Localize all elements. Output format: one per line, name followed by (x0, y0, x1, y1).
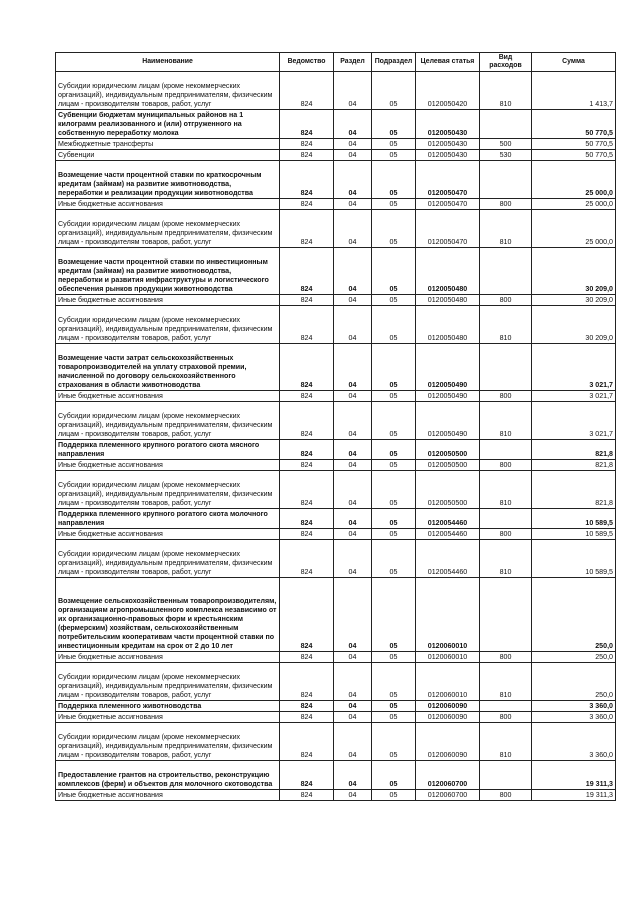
cell-podrazdel: 05 (372, 306, 416, 344)
cell-celevaya-statya: 0120050490 (416, 402, 480, 440)
cell-celevaya-statya: 0120050490 (416, 344, 480, 391)
cell-celevaya-statya: 0120054460 (416, 529, 480, 540)
cell-summa: 250,0 (532, 663, 616, 701)
cell-podrazdel: 05 (372, 471, 416, 509)
table-row (56, 723, 616, 761)
cell-summa: 50 770,5 (532, 150, 616, 161)
cell-razdel: 04 (334, 540, 372, 578)
cell-podrazdel: 05 (372, 440, 416, 460)
cell-summa: 821,8 (532, 471, 616, 509)
cell-summa: 19 311,3 (532, 790, 616, 801)
cell-vid-rashodov: 800 (480, 199, 532, 210)
cell-vid-rashodov: 800 (480, 790, 532, 801)
cell-podrazdel: 05 (372, 578, 416, 652)
cell-vid-rashodov: 810 (480, 471, 532, 509)
cell-summa: 3 021,7 (532, 402, 616, 440)
cell-summa: 1 413,7 (532, 72, 616, 110)
cell-razdel: 04 (334, 248, 372, 295)
cell-vedomstvo: 824 (280, 150, 334, 161)
cell-name: Субвенции (56, 150, 280, 161)
cell-razdel: 04 (334, 578, 372, 652)
cell-razdel: 04 (334, 471, 372, 509)
cell-vedomstvo: 824 (280, 344, 334, 391)
cell-vid-rashodov: 800 (480, 295, 532, 306)
cell-summa: 3 021,7 (532, 344, 616, 391)
cell-summa: 3 021,7 (532, 391, 616, 402)
cell-vedomstvo: 824 (280, 723, 334, 761)
cell-razdel: 04 (334, 723, 372, 761)
cell-razdel: 04 (334, 199, 372, 210)
cell-summa: 10 589,5 (532, 509, 616, 529)
cell-vid-rashodov: 800 (480, 712, 532, 723)
cell-vid-rashodov: 800 (480, 652, 532, 663)
cell-podrazdel: 05 (372, 509, 416, 529)
cell-celevaya-statya: 0120050470 (416, 210, 480, 248)
table-row (56, 712, 616, 723)
table-row (56, 72, 616, 110)
cell-name: Иные бюджетные ассигнования (56, 529, 280, 540)
table-row (56, 139, 616, 150)
cell-name: Субсидии юридическим лицам (кроме некоммерческих организаций), индивидуальным предпринимателям, физическим лицам - производителям товаров, работ, услуг (56, 306, 280, 344)
cell-summa: 25 000,0 (532, 199, 616, 210)
cell-celevaya-statya: 0120050480 (416, 306, 480, 344)
cell-vedomstvo: 824 (280, 210, 334, 248)
cell-podrazdel: 05 (372, 391, 416, 402)
cell-name: Субсидии юридическим лицам (кроме некоммерческих организаций), индивидуальным предпринимателям, физическим лицам - производителям товаров, работ, услуг (56, 723, 280, 761)
cell-vedomstvo: 824 (280, 199, 334, 210)
cell-vedomstvo: 824 (280, 460, 334, 471)
cell-summa: 10 589,5 (532, 529, 616, 540)
table-row (56, 199, 616, 210)
cell-razdel: 04 (334, 402, 372, 440)
header-razdel: Раздел (334, 53, 372, 72)
cell-vid-rashodov: 810 (480, 210, 532, 248)
cell-celevaya-statya: 0120054460 (416, 509, 480, 529)
cell-name: Субсидии юридическим лицам (кроме некоммерческих организаций), индивидуальным предпринимателям, физическим лицам - производителям товаров, работ, услуг (56, 72, 280, 110)
cell-razdel: 04 (334, 652, 372, 663)
table-row (56, 701, 616, 712)
cell-razdel: 04 (334, 72, 372, 110)
cell-vedomstvo: 824 (280, 790, 334, 801)
cell-vid-rashodov (480, 701, 532, 712)
cell-vedomstvo: 824 (280, 391, 334, 402)
cell-vedomstvo: 824 (280, 701, 334, 712)
cell-podrazdel: 05 (372, 712, 416, 723)
cell-name: Поддержка племенного животноводства (56, 701, 280, 712)
cell-name: Предоставление грантов на строительство, реконструкцию комплексов (ферм) и объектов для молочного скотоводства (56, 761, 280, 790)
cell-name: Иные бюджетные ассигнования (56, 652, 280, 663)
cell-vid-rashodov: 810 (480, 72, 532, 110)
cell-podrazdel: 05 (372, 210, 416, 248)
cell-razdel: 04 (334, 509, 372, 529)
header-celevaya-statya: Целевая статья (416, 53, 480, 72)
table-row (56, 529, 616, 540)
table-row (56, 306, 616, 344)
cell-summa: 10 589,5 (532, 540, 616, 578)
cell-razdel: 04 (334, 790, 372, 801)
cell-name: Субвенции бюджетам муниципальных районов на 1 килограмм реализованного и (или) отгруженного на собственную переработку молока (56, 110, 280, 139)
header-vedomstvo: Ведомство (280, 53, 334, 72)
cell-summa: 50 770,5 (532, 110, 616, 139)
cell-celevaya-statya: 0120060010 (416, 652, 480, 663)
cell-razdel: 04 (334, 344, 372, 391)
cell-vid-rashodov: 810 (480, 540, 532, 578)
table-row (56, 110, 616, 139)
cell-podrazdel: 05 (372, 344, 416, 391)
cell-podrazdel: 05 (372, 150, 416, 161)
cell-celevaya-statya: 0120060700 (416, 761, 480, 790)
cell-razdel: 04 (334, 712, 372, 723)
cell-summa: 50 770,5 (532, 139, 616, 150)
cell-vedomstvo: 824 (280, 578, 334, 652)
cell-podrazdel: 05 (372, 761, 416, 790)
cell-podrazdel: 05 (372, 460, 416, 471)
cell-vedomstvo: 824 (280, 402, 334, 440)
cell-podrazdel: 05 (372, 723, 416, 761)
cell-summa: 25 000,0 (532, 210, 616, 248)
cell-razdel: 04 (334, 150, 372, 161)
cell-celevaya-statya: 0120050430 (416, 139, 480, 150)
cell-summa: 30 209,0 (532, 295, 616, 306)
cell-vid-rashodov: 500 (480, 139, 532, 150)
cell-celevaya-statya: 0120050480 (416, 295, 480, 306)
header-name: Наименование (56, 53, 280, 72)
cell-summa: 30 209,0 (532, 248, 616, 295)
cell-vid-rashodov (480, 248, 532, 295)
cell-celevaya-statya: 0120050430 (416, 150, 480, 161)
cell-podrazdel: 05 (372, 402, 416, 440)
cell-name: Иные бюджетные ассигнования (56, 199, 280, 210)
cell-celevaya-statya: 0120050430 (416, 110, 480, 139)
cell-name: Иные бюджетные ассигнования (56, 391, 280, 402)
cell-podrazdel: 05 (372, 701, 416, 712)
cell-vedomstvo: 824 (280, 712, 334, 723)
cell-vid-rashodov (480, 344, 532, 391)
cell-razdel: 04 (334, 161, 372, 199)
cell-celevaya-statya: 0120050470 (416, 161, 480, 199)
cell-vid-rashodov: 810 (480, 402, 532, 440)
cell-podrazdel: 05 (372, 139, 416, 150)
cell-name: Субсидии юридическим лицам (кроме некоммерческих организаций), индивидуальным предпринимателям, физическим лицам - производителям товаров, работ, услуг (56, 540, 280, 578)
cell-podrazdel: 05 (372, 161, 416, 199)
cell-vid-rashodov: 530 (480, 150, 532, 161)
cell-celevaya-statya: 0120050480 (416, 248, 480, 295)
cell-summa: 3 360,0 (532, 701, 616, 712)
cell-razdel: 04 (334, 761, 372, 790)
cell-vid-rashodov: 810 (480, 723, 532, 761)
cell-celevaya-statya: 0120050420 (416, 72, 480, 110)
table-row (56, 652, 616, 663)
cell-name: Возмещение части процентной ставки по краткосрочным кредитам (займам) на развитие животноводства, переработки и реализации продукции животноводства (56, 161, 280, 199)
cell-summa: 30 209,0 (532, 306, 616, 344)
cell-name: Возмещение сельскохозяйственным товаропроизводителям, организациям агропромышленного комплекса независимо от их организационно-правовых форм и крестьянским (фермерским) хозяйствам, сельскохозяйственным потребительским кооперативам части процентной ставки по инвестиционным кредитам на срок от 2 до 10 лет (56, 578, 280, 652)
cell-name: Субсидии юридическим лицам (кроме некоммерческих организаций), индивидуальным предпринимателям, физическим лицам - производителям товаров, работ, услуг (56, 402, 280, 440)
cell-celevaya-statya: 0120050490 (416, 391, 480, 402)
header-summa: Сумма (532, 53, 616, 72)
cell-celevaya-statya: 0120050470 (416, 199, 480, 210)
table-row (56, 790, 616, 801)
cell-summa: 3 360,0 (532, 712, 616, 723)
cell-vedomstvo: 824 (280, 139, 334, 150)
cell-name: Субсидии юридическим лицам (кроме некоммерческих организаций), индивидуальным предпринимателям, физическим лицам - производителям товаров, работ, услуг (56, 471, 280, 509)
cell-vid-rashodov: 810 (480, 306, 532, 344)
cell-vedomstvo: 824 (280, 761, 334, 790)
table-header-row (56, 53, 616, 72)
cell-vid-rashodov (480, 509, 532, 529)
table-row (56, 210, 616, 248)
cell-name: Субсидии юридическим лицам (кроме некоммерческих организаций), индивидуальным предпринимателям, физическим лицам - производителям товаров, работ, услуг (56, 210, 280, 248)
cell-celevaya-statya: 0120060090 (416, 723, 480, 761)
cell-razdel: 04 (334, 701, 372, 712)
cell-summa: 25 000,0 (532, 161, 616, 199)
table-row (56, 344, 616, 391)
cell-podrazdel: 05 (372, 199, 416, 210)
cell-vedomstvo: 824 (280, 72, 334, 110)
cell-razdel: 04 (334, 110, 372, 139)
cell-celevaya-statya: 0120060010 (416, 663, 480, 701)
cell-razdel: 04 (334, 295, 372, 306)
cell-razdel: 04 (334, 460, 372, 471)
table-row (56, 509, 616, 529)
cell-vedomstvo: 824 (280, 295, 334, 306)
cell-celevaya-statya: 0120060090 (416, 712, 480, 723)
table-row (56, 248, 616, 295)
cell-name: Межбюджетные трансферты (56, 139, 280, 150)
table-row (56, 150, 616, 161)
cell-summa: 19 311,3 (532, 761, 616, 790)
cell-name: Субсидии юридическим лицам (кроме некоммерческих организаций), индивидуальным предпринимателям, физическим лицам - производителям товаров, работ, услуг (56, 663, 280, 701)
table-row (56, 761, 616, 790)
cell-summa: 250,0 (532, 652, 616, 663)
cell-name: Возмещение части процентной ставки по инвестиционным кредитам (займам) на развитие животноводства, переработки и развития инфраструктуры и логистического обеспечения рынков продукции животноводства (56, 248, 280, 295)
cell-name: Возмещение части затрат сельскохозяйственных товаропроизводителей на уплату страховой премии, начисленной по договору сельскохозяйственного страхования в области животноводства (56, 344, 280, 391)
cell-vedomstvo: 824 (280, 540, 334, 578)
cell-summa: 821,8 (532, 440, 616, 460)
cell-vid-rashodov: 800 (480, 529, 532, 540)
cell-vedomstvo: 824 (280, 306, 334, 344)
cell-name: Иные бюджетные ассигнования (56, 712, 280, 723)
cell-celevaya-statya: 0120050500 (416, 440, 480, 460)
cell-celevaya-statya: 0120060090 (416, 701, 480, 712)
cell-vedomstvo: 824 (280, 110, 334, 139)
cell-vid-rashodov (480, 761, 532, 790)
cell-summa: 3 360,0 (532, 723, 616, 761)
cell-celevaya-statya: 0120050500 (416, 460, 480, 471)
table-body (56, 72, 616, 801)
cell-name: Иные бюджетные ассигнования (56, 460, 280, 471)
cell-razdel: 04 (334, 139, 372, 150)
cell-razdel: 04 (334, 440, 372, 460)
cell-podrazdel: 05 (372, 295, 416, 306)
table-row (56, 391, 616, 402)
cell-vedomstvo: 824 (280, 248, 334, 295)
table-row (56, 295, 616, 306)
cell-vid-rashodov (480, 578, 532, 652)
cell-vedomstvo: 824 (280, 471, 334, 509)
cell-vid-rashodov (480, 110, 532, 139)
cell-summa: 821,8 (532, 460, 616, 471)
cell-celevaya-statya: 0120060700 (416, 790, 480, 801)
cell-razdel: 04 (334, 306, 372, 344)
table-row (56, 663, 616, 701)
cell-name: Иные бюджетные ассигнования (56, 790, 280, 801)
cell-vedomstvo: 824 (280, 440, 334, 460)
cell-razdel: 04 (334, 210, 372, 248)
header-podrazdel: Подраздел (372, 53, 416, 72)
table-row (56, 578, 616, 652)
cell-name: Поддержка племенного крупного рогатого скота мясного направления (56, 440, 280, 460)
cell-name: Иные бюджетные ассигнования (56, 295, 280, 306)
cell-podrazdel: 05 (372, 790, 416, 801)
table-row (56, 161, 616, 199)
table-row (56, 440, 616, 460)
cell-podrazdel: 05 (372, 529, 416, 540)
cell-razdel: 04 (334, 391, 372, 402)
cell-vedomstvo: 824 (280, 509, 334, 529)
cell-celevaya-statya: 0120050500 (416, 471, 480, 509)
cell-razdel: 04 (334, 529, 372, 540)
cell-razdel: 04 (334, 663, 372, 701)
cell-podrazdel: 05 (372, 110, 416, 139)
budget-table (55, 52, 616, 801)
cell-vedomstvo: 824 (280, 652, 334, 663)
table-row (56, 402, 616, 440)
table-row (56, 460, 616, 471)
cell-celevaya-statya: 0120054460 (416, 540, 480, 578)
cell-name: Поддержка племенного крупного рогатого скота молочного направления (56, 509, 280, 529)
cell-vedomstvo: 824 (280, 663, 334, 701)
cell-vedomstvo: 824 (280, 529, 334, 540)
cell-podrazdel: 05 (372, 72, 416, 110)
table-row (56, 471, 616, 509)
cell-podrazdel: 05 (372, 540, 416, 578)
cell-vid-rashodov: 800 (480, 391, 532, 402)
cell-vid-rashodov: 810 (480, 663, 532, 701)
cell-vedomstvo: 824 (280, 161, 334, 199)
cell-podrazdel: 05 (372, 248, 416, 295)
cell-vid-rashodov (480, 161, 532, 199)
cell-podrazdel: 05 (372, 663, 416, 701)
cell-summa: 250,0 (532, 578, 616, 652)
cell-vid-rashodov (480, 440, 532, 460)
table-row (56, 540, 616, 578)
cell-celevaya-statya: 0120060010 (416, 578, 480, 652)
header-vid-rashodov: Вид расходов (480, 53, 532, 72)
cell-podrazdel: 05 (372, 652, 416, 663)
cell-vid-rashodov: 800 (480, 460, 532, 471)
